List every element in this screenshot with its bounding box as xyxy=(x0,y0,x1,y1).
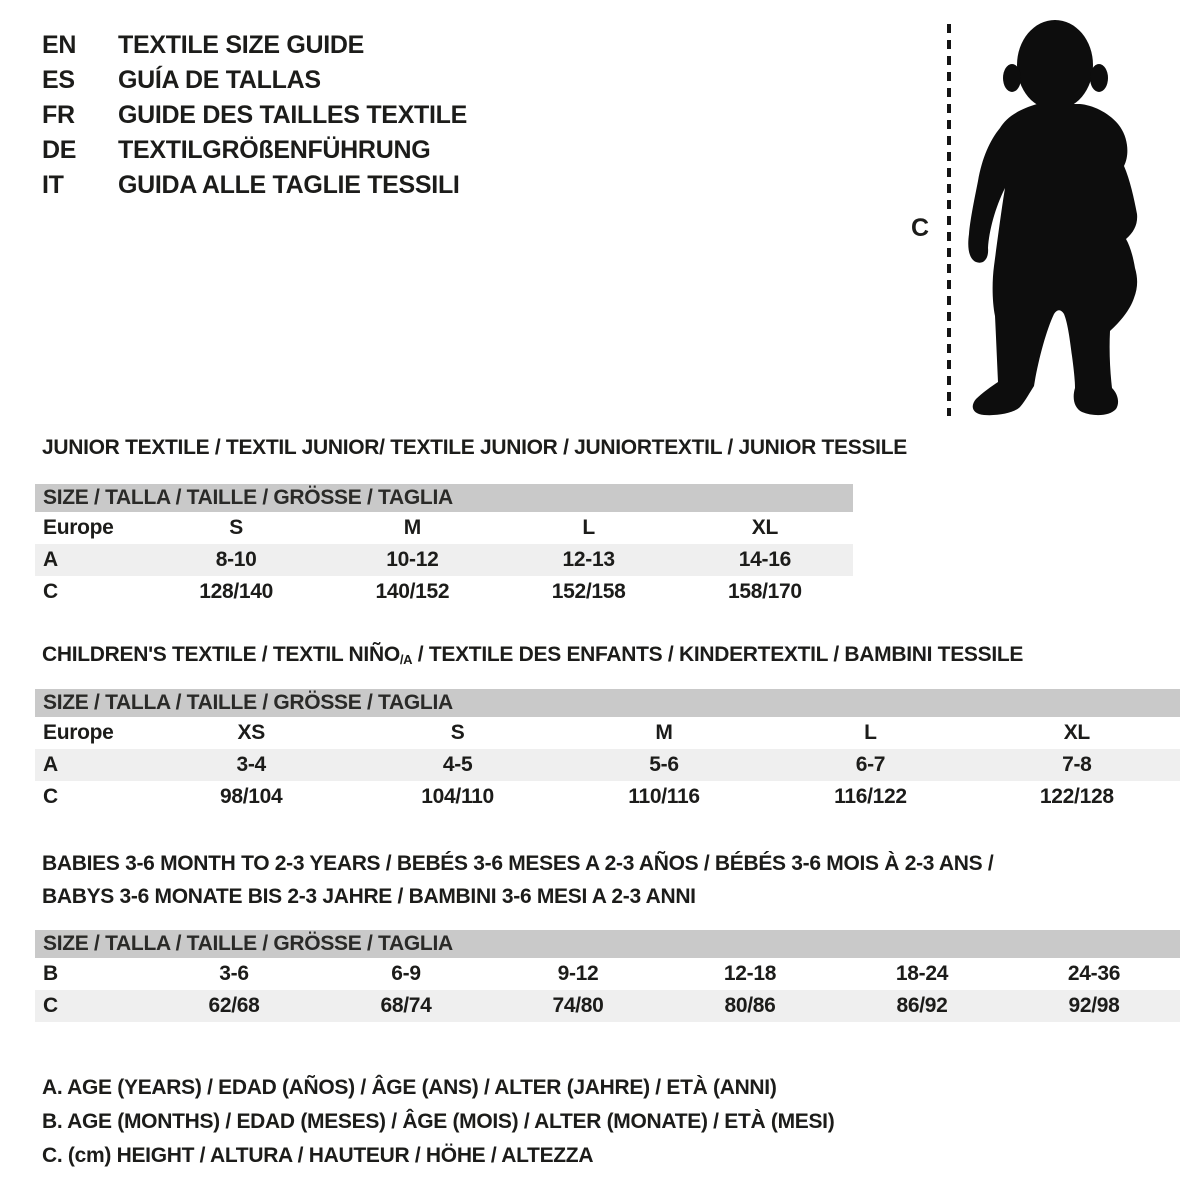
height-cell: 128/140 xyxy=(199,580,274,603)
age-cell: 10-12 xyxy=(386,548,439,571)
age-cell: 14-16 xyxy=(738,548,791,571)
size-cell: XL xyxy=(751,516,778,539)
age-cell: 4-5 xyxy=(442,753,473,776)
table-row-europe xyxy=(35,717,1180,749)
row-label: C xyxy=(43,994,58,1017)
height-cell: 98/104 xyxy=(219,785,283,808)
age-cell: 18-24 xyxy=(895,962,949,985)
size-cell: L xyxy=(582,516,595,539)
age-cell: 12-18 xyxy=(723,962,777,985)
lang-row-en xyxy=(42,28,467,63)
children-heading-sub: /A xyxy=(399,652,413,667)
age-cell: 8-10 xyxy=(215,548,257,571)
toddler-silhouette-icon xyxy=(962,16,1162,420)
height-cell: 80/86 xyxy=(724,994,776,1017)
babies-heading-line2: BABYS 3-6 MONATE BIS 2-3 JAHRE / BAMBINI 3-6 MESI A 2-3 ANNI xyxy=(42,885,696,908)
lang-code: DE xyxy=(42,136,77,164)
age-cell: 3-6 xyxy=(219,962,249,985)
height-cell: 110/116 xyxy=(628,785,700,808)
lang-code: ES xyxy=(42,66,75,94)
age-cell: 7-8 xyxy=(1062,753,1092,776)
footnote-age-months: B. AGE (MONTHS) / EDAD (MESES) / ÂGE (MOIS) / ALTER (MONATE) / ETÀ (MESI) xyxy=(42,1110,835,1133)
junior-section-heading: JUNIOR TEXTILE / TEXTIL JUNIOR/ TEXTILE JUNIOR / JUNIORTEXTIL / JUNIOR TESSILE xyxy=(42,436,907,459)
row-label: B xyxy=(43,962,58,985)
table-row-height xyxy=(35,990,1180,1022)
height-cell: 152/158 xyxy=(551,580,626,603)
age-cell: 5-6 xyxy=(649,753,679,776)
height-cell: 140/152 xyxy=(375,580,450,603)
children-size-table xyxy=(35,689,1180,813)
size-cell: S xyxy=(450,721,465,744)
lang-title: TEXTILE SIZE GUIDE xyxy=(118,31,365,59)
age-cell: 6-9 xyxy=(391,962,421,985)
height-cell: 74/80 xyxy=(552,994,604,1017)
lang-row-fr xyxy=(42,98,467,133)
lang-title: GUÍA DE TALLAS xyxy=(118,66,321,94)
lang-row-it xyxy=(42,168,467,203)
height-cell: 104/110 xyxy=(421,785,494,808)
height-cell: 86/92 xyxy=(896,994,948,1017)
size-header-bar: SIZE / TALLA / TAILLE / GRÖSSE / TAGLIA xyxy=(35,930,1180,958)
height-cell: 68/74 xyxy=(380,994,432,1017)
age-cell: 12-13 xyxy=(562,548,615,571)
babies-heading-line1: BABIES 3-6 MONTH TO 2-3 YEARS / BEBÉS 3-6 MESES A 2-3 AÑOS / BÉBÉS 3-6 MOIS À 2-3 ANS / xyxy=(42,852,994,875)
row-label: Europe xyxy=(43,516,114,539)
lang-title: GUIDA ALLE TAGLIE TESSILI xyxy=(118,171,460,199)
table-row-height xyxy=(35,576,853,608)
age-cell: 9-12 xyxy=(557,962,599,985)
row-label: C xyxy=(43,785,58,808)
table-row-age xyxy=(35,749,1180,781)
height-measure-label: C xyxy=(911,214,929,242)
footnote-height-cm: C. (cm) HEIGHT / ALTURA / HAUTEUR / HÖHE / ALTEZZA xyxy=(42,1144,594,1167)
size-cell: M xyxy=(655,721,673,744)
size-cell: L xyxy=(864,721,877,744)
height-cell: 116/122 xyxy=(834,785,907,808)
table-row-months xyxy=(35,958,1180,990)
size-cell: S xyxy=(229,516,243,539)
children-heading-suffix: / TEXTILE DES ENFANTS / KINDERTEXTIL / BAMBINI TESSILE xyxy=(412,643,1024,666)
age-cell: 24-36 xyxy=(1067,962,1121,985)
size-cell: M xyxy=(403,516,421,539)
size-header-bar: SIZE / TALLA / TAILLE / GRÖSSE / TAGLIA xyxy=(35,484,853,512)
row-label: A xyxy=(43,548,58,571)
footnote-age-years: A. AGE (YEARS) / EDAD (AÑOS) / ÂGE (ANS) / ALTER (JAHRE) / ETÀ (ANNI) xyxy=(42,1076,777,1099)
children-section-heading xyxy=(42,643,1023,667)
lang-code: IT xyxy=(42,171,64,199)
row-label: C xyxy=(43,580,58,603)
lang-title: GUIDE DES TAILLES TEXTILE xyxy=(118,101,468,129)
age-cell: 3-4 xyxy=(236,753,266,776)
height-cell: 158/170 xyxy=(727,580,802,603)
junior-size-table xyxy=(35,484,853,608)
height-cell: 62/68 xyxy=(208,994,260,1017)
lang-code: FR xyxy=(42,101,75,129)
lang-row-de xyxy=(42,133,467,168)
age-cell: 6-7 xyxy=(855,753,886,776)
lang-code: EN xyxy=(42,31,77,59)
babies-section-heading xyxy=(42,847,993,913)
table-row-height xyxy=(35,781,1180,813)
table-row-age xyxy=(35,544,853,576)
table-row-europe xyxy=(35,512,853,544)
lang-title: TEXTILGRÖßENFÜHRUNG xyxy=(118,136,431,164)
size-cell: XS xyxy=(237,721,265,744)
children-heading-prefix: CHILDREN'S TEXTILE / TEXTIL NIÑO xyxy=(42,643,400,666)
height-cell: 122/128 xyxy=(1039,785,1114,808)
height-dashed-line xyxy=(947,24,951,416)
size-header-bar: SIZE / TALLA / TAILLE / GRÖSSE / TAGLIA xyxy=(35,689,1180,717)
size-cell: XL xyxy=(1063,721,1090,744)
lang-row-es xyxy=(42,63,467,98)
language-title-block xyxy=(42,28,467,203)
babies-size-table xyxy=(35,930,1180,1022)
row-label: A xyxy=(43,753,58,776)
row-label: Europe xyxy=(43,721,114,744)
legend-footnotes xyxy=(42,1071,834,1173)
height-cell: 92/98 xyxy=(1068,994,1120,1017)
